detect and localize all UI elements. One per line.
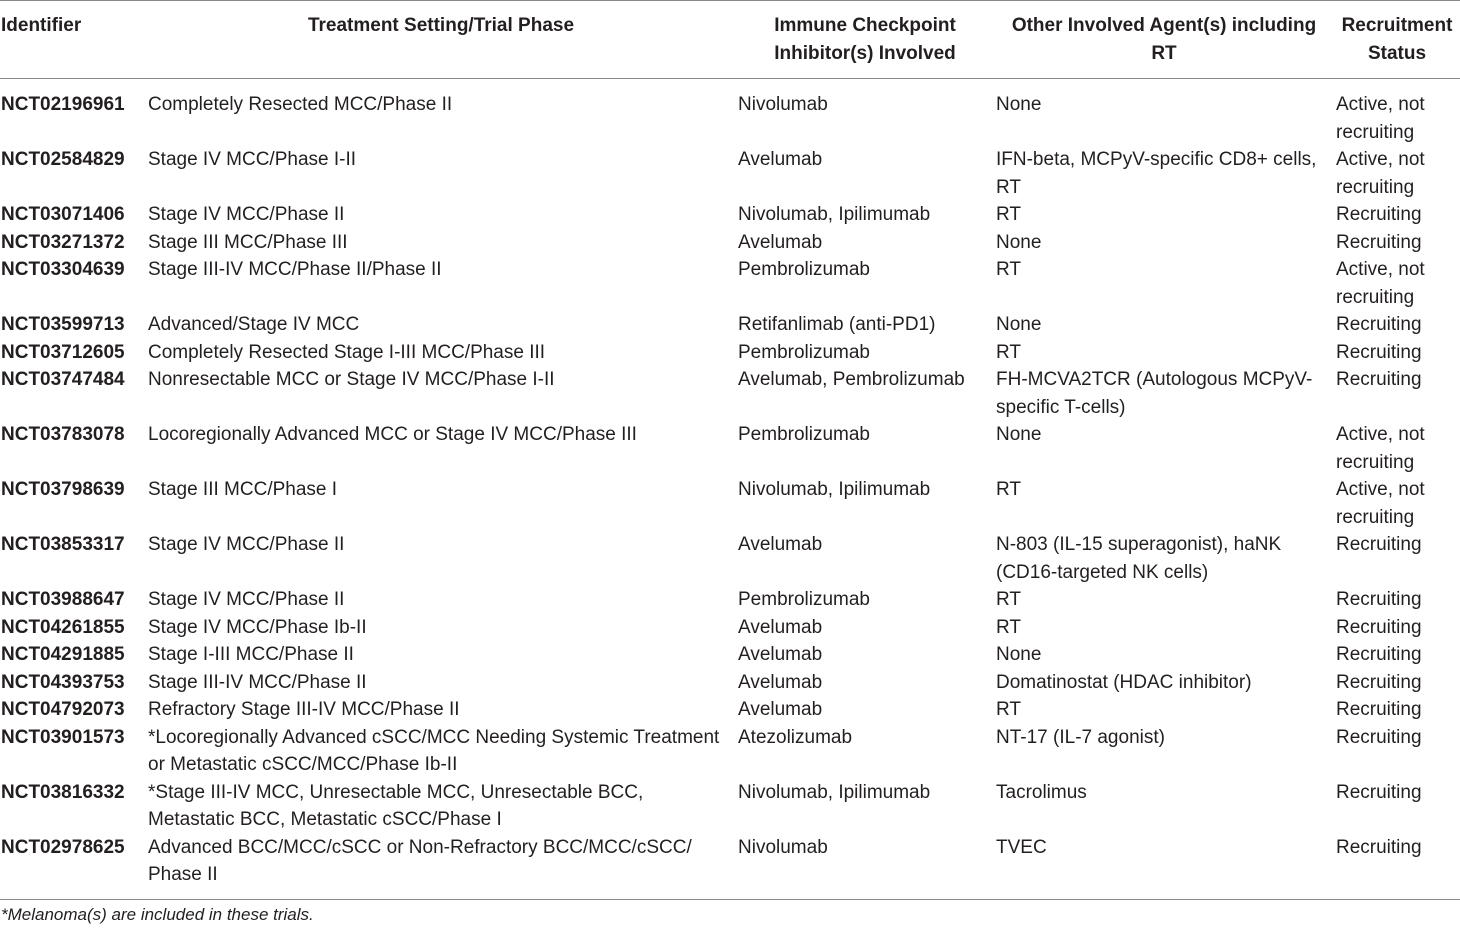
cell-identifier: NCT03816332 [1, 781, 125, 803]
cell-recruitment-status: Active, not recruiting [1336, 94, 1425, 143]
cell-identifier: NCT03783078 [1, 424, 125, 445]
cell-identifier: NCT03747484 [1, 369, 125, 390]
cell-checkpoint-inhibitor: Avelumab [738, 644, 823, 665]
cell-identifier: NCT04261855 [1, 616, 125, 638]
cell-recruitment-status: Recruiting [1336, 726, 1422, 748]
cell-treatment-setting: Stage IV MCC/Phase II [148, 589, 345, 610]
cell-other-agents: RT [996, 259, 1021, 280]
cell-other-agents: Tacrolimus [996, 781, 1087, 803]
table-row [0, 614, 1460, 642]
header-other-agents: Other Involved Agent(s) including RT [994, 1, 1334, 79]
header-recruitment-status: Recruitment Status [1334, 1, 1460, 79]
cell-other-agents: RT [996, 204, 1021, 225]
cell-treatment-setting: Stage IV MCC/Phase II [148, 204, 345, 225]
cell-identifier: NCT02584829 [1, 149, 125, 170]
table-row [0, 339, 1460, 367]
cell-checkpoint-inhibitor: Pembrolizumab [738, 424, 870, 445]
cell-treatment-setting: Completely Resected MCC/Phase II [148, 94, 453, 115]
cell-checkpoint-inhibitor: Atezolizumab [738, 726, 853, 748]
cell-recruitment-status: Recruiting [1336, 314, 1422, 335]
table-row [0, 256, 1460, 311]
cell-recruitment-status: Recruiting [1336, 341, 1422, 363]
cell-recruitment-status: Recruiting [1336, 231, 1422, 253]
table-header [0, 1, 1460, 79]
table-footnote: *Melanoma(s) are included in these trials. [1, 905, 314, 924]
cell-identifier: NCT04792073 [1, 699, 125, 720]
table-row [0, 311, 1460, 339]
cell-recruitment-status: Recruiting [1336, 616, 1422, 638]
table-row [0, 366, 1460, 421]
cell-other-agents: RT [996, 589, 1021, 610]
cell-treatment-setting: Completely Resected Stage I-III MCC/Phase III [148, 341, 546, 363]
cell-other-agents: None [996, 424, 1042, 445]
cell-identifier: NCT03798639 [1, 479, 125, 500]
cell-checkpoint-inhibitor: Avelumab, Pembrolizumab [738, 369, 965, 390]
table-row [0, 696, 1460, 724]
cell-treatment-setting: Advanced/Stage IV MCC [148, 314, 360, 335]
cell-checkpoint-inhibitor: Pembrolizumab [738, 589, 870, 610]
cell-checkpoint-inhibitor: Retifanlimab (anti-PD1) [738, 314, 936, 335]
table-row [0, 669, 1460, 697]
cell-identifier: NCT03599713 [1, 314, 125, 335]
header-treatment-setting: Treatment Setting/Trial Phase [146, 1, 736, 79]
cell-other-agents: None [996, 231, 1042, 253]
table-body [0, 79, 1460, 900]
table-row [0, 421, 1460, 476]
cell-checkpoint-inhibitor: Avelumab [738, 231, 823, 253]
cell-treatment-setting: Stage III-IV MCC/Phase II/Phase II [148, 259, 442, 280]
cell-treatment-setting: Stage I-III MCC/Phase II [148, 644, 354, 665]
cell-treatment-setting: Locoregionally Advanced MCC or Stage IV MCC/Phase III [148, 424, 637, 445]
table-row [0, 834, 1460, 900]
cell-treatment-setting: Stage III MCC/Phase I [148, 479, 338, 500]
cell-identifier: NCT03304639 [1, 259, 125, 280]
table-row [0, 476, 1460, 531]
cell-other-agents: RT [996, 341, 1021, 363]
cell-recruitment-status: Active, not recruiting [1336, 149, 1425, 198]
cell-checkpoint-inhibitor: Nivolumab [738, 94, 828, 115]
cell-treatment-setting: *Locoregionally Advanced cSCC/MCC Needing Systemic Treatment or Metastatic cSCC/MCC/Phase Ib-II [148, 726, 720, 775]
cell-identifier: NCT03988647 [1, 589, 125, 610]
cell-checkpoint-inhibitor: Pembrolizumab [738, 341, 870, 363]
cell-checkpoint-inhibitor: Nivolumab, Ipilimumab [738, 479, 931, 500]
cell-recruitment-status: Recruiting [1336, 589, 1422, 610]
cell-checkpoint-inhibitor: Nivolumab [736, 834, 994, 900]
cell-checkpoint-inhibitor: Avelumab [738, 534, 823, 555]
cell-treatment-setting: Stage III-IV MCC/Phase II [148, 671, 367, 693]
table-row [0, 201, 1460, 229]
cell-identifier: NCT03853317 [1, 534, 125, 555]
cell-recruitment-status: Active, not recruiting [1336, 259, 1425, 308]
cell-other-agents: RT [996, 699, 1021, 720]
cell-other-agents: RT [996, 616, 1021, 638]
cell-other-agents: IFN-beta, MCPyV-specific CD8+ cells, RT [996, 149, 1317, 198]
cell-recruitment-status: Recruiting [1336, 534, 1422, 555]
header-immune-checkpoint-inhibitors: Immune Checkpoint Inhibitor(s) Involved [736, 1, 994, 79]
cell-other-agents: None [996, 314, 1042, 335]
cell-checkpoint-inhibitor: Avelumab [738, 671, 823, 693]
cell-recruitment-status: Recruiting [1336, 671, 1422, 693]
cell-identifier: NCT04393753 [1, 671, 125, 693]
cell-other-agents: FH-MCVA2TCR (Autologous MCPyV-specific T-cells) [996, 369, 1313, 418]
cell-other-agents: None [996, 94, 1042, 115]
cell-treatment-setting: *Stage III-IV MCC, Unresectable MCC, Unresectable BCC, Metastatic BCC, Metastatic cSCC/Phase I [148, 781, 644, 830]
cell-checkpoint-inhibitor: Avelumab [738, 616, 823, 638]
table-row [0, 779, 1460, 834]
cell-checkpoint-inhibitor: Nivolumab, Ipilimumab [738, 781, 931, 803]
table-row [0, 531, 1460, 586]
table-row [0, 79, 1460, 147]
cell-identifier: NCT04291885 [1, 644, 125, 665]
cell-treatment-setting: Advanced BCC/MCC/cSCC or Non-Refractory BCC/MCC/cSCC/ Phase II [146, 834, 736, 900]
table-row [0, 146, 1460, 201]
cell-checkpoint-inhibitor: Pembrolizumab [738, 259, 870, 280]
cell-checkpoint-inhibitor: Avelumab [738, 149, 823, 170]
cell-identifier: NCT03271372 [1, 231, 125, 253]
header-identifier: Identifier [0, 1, 146, 79]
cell-identifier: NCT02978625 [0, 834, 146, 900]
cell-other-agents: RT [996, 479, 1021, 500]
cell-identifier: NCT03901573 [1, 726, 125, 748]
cell-treatment-setting: Nonresectable MCC or Stage IV MCC/Phase I-II [148, 369, 555, 390]
cell-treatment-setting: Refractory Stage III-IV MCC/Phase II [148, 699, 460, 720]
cell-recruitment-status: Recruiting [1336, 781, 1422, 803]
cell-recruitment-status: Recruiting [1334, 834, 1460, 900]
cell-other-agents: Domatinostat (HDAC inhibitor) [996, 671, 1252, 693]
cell-identifier: NCT03712605 [1, 341, 125, 363]
table-row [0, 724, 1460, 779]
header-row [0, 1, 1460, 79]
cell-recruitment-status: Recruiting [1336, 644, 1422, 665]
cell-checkpoint-inhibitor: Nivolumab, Ipilimumab [738, 204, 931, 225]
cell-identifier: NCT02196961 [1, 94, 125, 115]
cell-recruitment-status: Active, not recruiting [1336, 424, 1425, 473]
cell-other-agents: N-803 (IL-15 superagonist), haNK (CD16-targeted NK cells) [996, 534, 1282, 583]
table-row [0, 229, 1460, 257]
cell-recruitment-status: Recruiting [1336, 369, 1422, 390]
cell-treatment-setting: Stage IV MCC/Phase Ib-II [148, 616, 367, 638]
cell-recruitment-status: Recruiting [1336, 204, 1422, 225]
cell-recruitment-status: Active, not recruiting [1336, 479, 1425, 528]
cell-treatment-setting: Stage IV MCC/Phase II [148, 534, 345, 555]
cell-recruitment-status: Recruiting [1336, 699, 1422, 720]
cell-other-agents: NT-17 (IL-7 agonist) [996, 726, 1165, 748]
table-row [0, 641, 1460, 669]
cell-identifier: NCT03071406 [1, 204, 125, 225]
table-row [0, 586, 1460, 614]
cell-treatment-setting: Stage III MCC/Phase III [148, 231, 348, 253]
cell-other-agents: TVEC [994, 834, 1334, 900]
cell-treatment-setting: Stage IV MCC/Phase I-II [148, 149, 357, 170]
cell-checkpoint-inhibitor: Avelumab [738, 699, 823, 720]
cell-other-agents: None [996, 644, 1042, 665]
